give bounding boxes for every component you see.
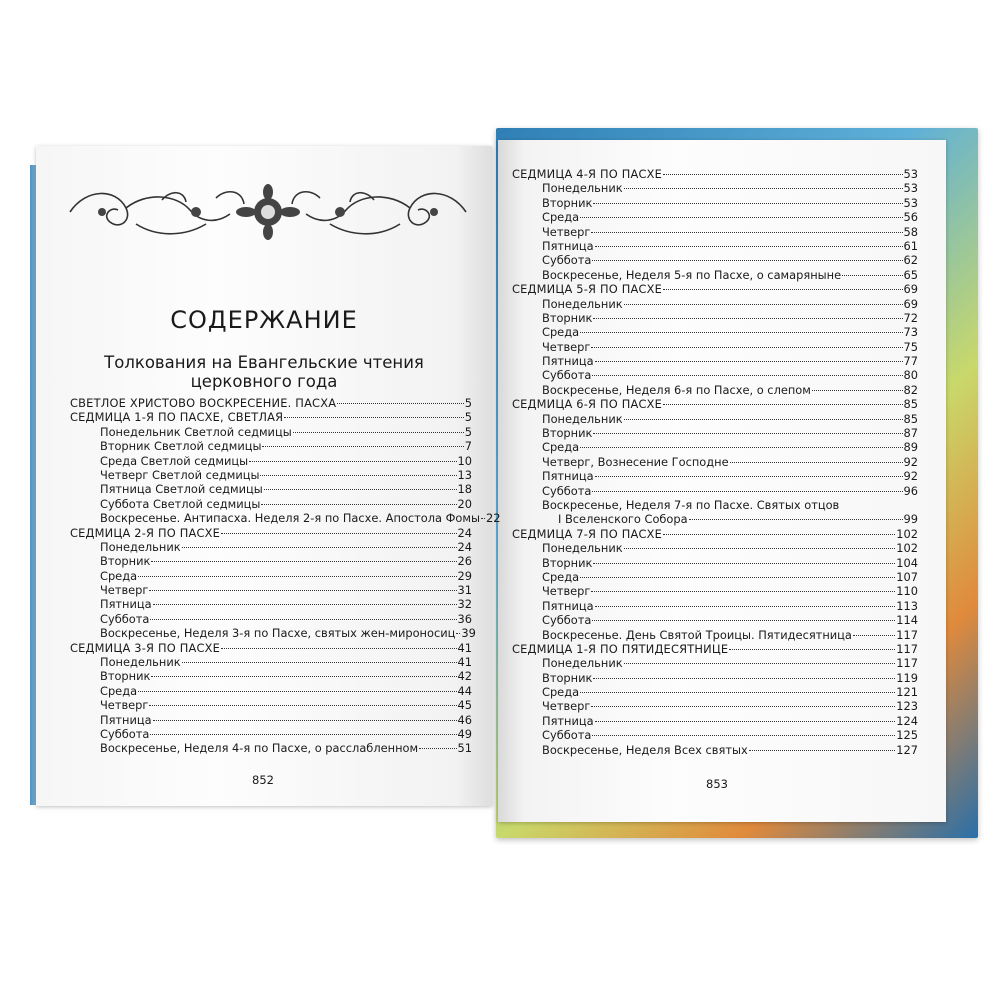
toc-leader-dots <box>262 446 463 447</box>
toc-leader-dots <box>593 563 895 564</box>
toc-leader-dots <box>624 304 903 305</box>
toc-entry-label: Среда <box>542 569 580 584</box>
toc-leader-dots <box>729 649 895 650</box>
toc-entry-row <box>512 743 918 757</box>
toc-entry-label: Среда <box>542 325 580 340</box>
toc-leader-dots <box>595 476 903 477</box>
toc-entry-label: Суббота <box>100 611 150 626</box>
toc-entry-label: Понедельник <box>542 411 623 426</box>
toc-page-number: 5 <box>464 424 472 439</box>
toc-entry-row <box>512 297 918 311</box>
toc-entry-row <box>70 626 476 641</box>
toc-entry-label: Четверг <box>100 698 149 713</box>
toc-leader-dots <box>153 604 457 605</box>
toc-leader-dots <box>481 518 485 519</box>
toc-page-number: 26 <box>457 554 472 569</box>
toc-entry-row <box>512 584 918 598</box>
toc-entry-label: СЕДМИЦА 3-Я ПО ПАСХЕ <box>70 640 221 655</box>
toc-entry-label: Воскресенье, Неделя 7-я по Пасхе. Святых отцов <box>542 497 840 512</box>
toc-section-row <box>512 642 918 656</box>
toc-entry-row <box>70 425 472 439</box>
toc-page-number: 18 <box>457 482 472 497</box>
toc-entry-label: Четверг <box>100 583 149 598</box>
toc-leader-dots <box>580 577 895 578</box>
toc-entry-label: Суббота <box>542 483 592 498</box>
toc-leader-dots <box>261 504 456 505</box>
toc-page-number: 89 <box>903 440 918 455</box>
toc-right <box>512 167 918 757</box>
toc-page-number: 51 <box>457 741 472 756</box>
toc-entry-row <box>512 412 918 426</box>
toc-page-number: 31 <box>457 583 472 598</box>
toc-leader-dots <box>624 419 903 420</box>
toc-page-number: 29 <box>457 568 472 583</box>
toc-entry-row <box>70 583 472 597</box>
toc-leader-dots <box>260 475 456 476</box>
toc-entry-label: Вторник <box>100 554 151 569</box>
toc-page-number: 80 <box>903 368 918 383</box>
toc-leader-dots <box>592 375 902 376</box>
toc-page-number: 113 <box>896 598 918 613</box>
toc-entry-label: Среда <box>100 683 138 698</box>
toc-entry-label: Пятница <box>542 354 594 369</box>
toc-entry-label: Пятница <box>542 238 594 253</box>
toc-entry-row <box>512 268 918 282</box>
toc-entry-row <box>70 554 472 568</box>
toc-entry-row <box>70 713 472 727</box>
toc-entry-row <box>70 684 472 698</box>
toc-entry-row <box>512 354 918 368</box>
toc-leader-dots <box>153 720 457 721</box>
toc-entry-row <box>70 655 472 669</box>
toc-leader-dots <box>592 735 895 736</box>
toc-entry-row <box>512 225 918 239</box>
toc-entry-label: Четверг Светлой седмицы <box>100 467 260 482</box>
toc-entry-row <box>70 727 472 741</box>
toc-page-number: 69 <box>903 296 918 311</box>
toc-leader-dots <box>456 633 460 634</box>
toc-entry-label: Воскресенье, Неделя Всех святых <box>542 742 748 757</box>
toc-entry-label: Суббота <box>542 613 592 628</box>
toc-page-number: 102 <box>896 541 918 556</box>
toc-leader-dots <box>591 591 895 592</box>
toc-page-number: 69 <box>903 282 918 297</box>
toc-entry-row <box>70 497 472 511</box>
toc-entry-label: Пятница <box>542 469 594 484</box>
toc-entry-label: СЕДМИЦА 7-Я ПО ПАСХЕ <box>512 526 663 541</box>
toc-leader-dots <box>149 705 456 706</box>
toc-page-number: 117 <box>896 641 918 656</box>
toc-page-number: 41 <box>457 655 472 670</box>
toc-section-row <box>512 282 918 296</box>
toc-page-number: 75 <box>903 339 918 354</box>
toc-entry-label: Четверг, Вознесение Господне <box>542 454 729 469</box>
toc-section-row <box>70 410 472 424</box>
toc-leader-dots <box>221 648 456 649</box>
page-number-left: 852 <box>252 773 274 787</box>
toc-entry-row <box>512 613 918 627</box>
toc-leader-dots <box>182 547 457 548</box>
toc-page-number: 53 <box>903 181 918 196</box>
toc-entry-label: Понедельник <box>100 539 181 554</box>
toc-entry-label: Среда <box>542 440 580 455</box>
toc-page-number: 65 <box>903 267 918 282</box>
toc-page-number: 92 <box>903 469 918 484</box>
toc-page-number: 39 <box>461 626 476 641</box>
toc-entry-row <box>512 714 918 728</box>
toc-page-number: 10 <box>457 453 472 468</box>
toc-entry-row <box>512 556 918 570</box>
toc-leader-dots <box>593 678 895 679</box>
toc-leader-dots <box>853 635 895 636</box>
toc-leader-dots <box>591 706 895 707</box>
toc-leader-dots <box>730 462 903 463</box>
toc-entry-row <box>70 569 472 583</box>
toc-leader-dots <box>592 260 902 261</box>
toc-leader-dots <box>812 390 903 391</box>
toc-entry-row <box>70 669 472 683</box>
toc-leader-dots <box>593 203 902 204</box>
toc-entry-row <box>70 540 472 554</box>
toc-leader-dots <box>284 417 464 418</box>
toc-page-number: 53 <box>903 195 918 210</box>
toc-entry-row <box>512 469 918 483</box>
toc-entry-label: Воскресенье, Неделя 3-я по Пасхе, святых жен-мироносиц <box>100 626 456 641</box>
toc-entry-label: Воскресенье. Антипасха. Неделя 2-я по Пасхе. Апостола Фомы <box>100 511 480 526</box>
toc-page-number: 62 <box>903 253 918 268</box>
toc-entry-row <box>512 383 918 397</box>
toc-entry-label: СЕДМИЦА 5-Я ПО ПАСХЕ <box>512 282 663 297</box>
toc-entry-row <box>70 468 472 482</box>
toc-page-number: 45 <box>457 698 472 713</box>
toc-page-number: 110 <box>896 584 918 599</box>
toc-leader-dots <box>337 403 464 404</box>
toc-leader-dots <box>592 491 902 492</box>
toc-leader-dots <box>151 561 456 562</box>
toc-entry-label: Воскресенье. День Святой Троицы. Пятидесятница <box>542 627 852 642</box>
toc-entry-label: Понедельник <box>542 181 623 196</box>
toc-leader-dots <box>595 721 896 722</box>
toc-leader-dots <box>595 361 903 362</box>
toc-page-number: 46 <box>457 712 472 727</box>
toc-leader-dots <box>150 734 456 735</box>
toc-page-number: 41 <box>457 640 472 655</box>
toc-entry-label: Воскресенье, Неделя 4-я по Пасхе, о расслабленном <box>100 741 419 756</box>
toc-entry-row <box>512 440 918 454</box>
toc-section-row <box>512 397 918 411</box>
toc-entry-row <box>512 656 918 670</box>
toc-page-number: 102 <box>896 526 918 541</box>
toc-section-row <box>70 641 472 655</box>
toc-entry-label: Вторник <box>542 670 593 685</box>
toc-page-number: 127 <box>896 742 918 757</box>
toc-entry-row <box>512 728 918 742</box>
toc-leader-dots <box>593 433 902 434</box>
toc-page-number: 24 <box>457 525 472 540</box>
toc-entry-label: Четверг <box>542 584 591 599</box>
toc-page-number: 96 <box>903 483 918 498</box>
toc-page-number: 107 <box>896 569 918 584</box>
toc-entry-label: Понедельник <box>542 296 623 311</box>
toc-page-number: 124 <box>896 713 918 728</box>
toc-leader-dots <box>182 662 457 663</box>
toc-page-number: 5 <box>464 410 472 425</box>
toc-leader-dots <box>580 217 902 218</box>
toc-entry-label: Вторник <box>542 555 593 570</box>
toc-page-number: 104 <box>896 555 918 570</box>
toc-leader-dots <box>138 576 456 577</box>
toc-entry-label: Вторник <box>100 669 151 684</box>
toc-page-number: 77 <box>903 354 918 369</box>
toc-entry-label: Воскресенье, Неделя 6-я по Пасхе, о слепом <box>542 382 811 397</box>
contents-subtitle <box>36 353 492 391</box>
toc-leader-dots <box>592 620 895 621</box>
page-number-right: 853 <box>706 777 728 791</box>
toc-page-number: 44 <box>457 683 472 698</box>
toc-entry-label: СЕДМИЦА 1-Я ПО ПАСХЕ, СВЕТЛАЯ <box>70 410 284 425</box>
toc-entry-label: СВЕТЛОЕ ХРИСТОВО ВОСКРЕСЕНИЕ. ПАСХА <box>70 396 337 410</box>
toc-page-number: 87 <box>903 426 918 441</box>
toc-leader-dots <box>593 318 902 319</box>
toc-entry-row <box>512 484 918 498</box>
toc-entry-label: Среда <box>100 568 138 583</box>
ornament-icon <box>66 180 470 244</box>
toc-entry-row <box>512 628 918 642</box>
toc-page-number: 123 <box>896 699 918 714</box>
toc-entry-label: Понедельник <box>542 541 623 556</box>
toc-page-number: 13 <box>457 467 472 482</box>
toc-entry-row <box>70 612 472 626</box>
toc-entry-label: Пятница <box>100 597 152 612</box>
toc-page-number: 72 <box>903 310 918 325</box>
toc-entry-label: Четверг <box>542 699 591 714</box>
toc-left <box>70 396 501 756</box>
toc-entry-row <box>70 698 472 712</box>
toc-entry-row <box>512 181 918 195</box>
toc-entry-row <box>512 426 918 440</box>
toc-entry-row <box>512 455 918 469</box>
toc-entry-label: Понедельник <box>100 655 181 670</box>
toc-page-number: 61 <box>903 238 918 253</box>
toc-entry-row <box>512 570 918 584</box>
toc-section-row <box>70 396 472 410</box>
toc-page-number: 7 <box>464 439 472 454</box>
toc-leader-dots <box>264 489 457 490</box>
toc-entry-label: Пятница Светлой седмицы <box>100 482 263 497</box>
toc-page-number: 42 <box>457 669 472 684</box>
toc-page-number: 85 <box>903 397 918 412</box>
toc-entry-row <box>512 512 918 526</box>
toc-entry-row <box>70 511 501 526</box>
toc-entry-label: Суббота <box>100 726 150 741</box>
toc-entry-row <box>512 671 918 685</box>
toc-leader-dots <box>221 533 456 534</box>
contents-title: СОДЕРЖАНИЕ <box>170 306 358 334</box>
toc-page-number: 114 <box>896 613 918 628</box>
toc-leader-dots <box>749 750 896 751</box>
toc-leader-dots <box>249 461 456 462</box>
toc-page-number: 117 <box>896 627 918 642</box>
toc-entry-row <box>512 685 918 699</box>
toc-entry-row <box>512 210 918 224</box>
toc-entry-row <box>512 311 918 325</box>
toc-leader-dots <box>138 691 456 692</box>
toc-entry-label: Вторник <box>542 426 593 441</box>
toc-page-number: 56 <box>903 210 918 225</box>
toc-page-number: 99 <box>903 512 918 527</box>
toc-page-number: 32 <box>457 597 472 612</box>
toc-page-number: 36 <box>457 611 472 626</box>
toc-entry-label: Воскресенье, Неделя 5-я по Пасхе, о самаряныне <box>542 267 842 282</box>
toc-page-number: 53 <box>903 167 918 181</box>
toc-leader-dots <box>663 174 902 175</box>
toc-section-row <box>512 527 918 541</box>
toc-page-number: 73 <box>903 325 918 340</box>
toc-entry-label: Среда <box>542 210 580 225</box>
toc-leader-dots <box>595 246 903 247</box>
toc-leader-dots <box>591 232 902 233</box>
toc-entry-label: СЕДМИЦА 4-Я ПО ПАСХЕ <box>512 167 663 181</box>
toc-leader-dots <box>595 606 896 607</box>
toc-leader-dots <box>689 519 903 520</box>
toc-entry-row <box>512 253 918 267</box>
toc-page-number: 22 <box>485 511 501 526</box>
toc-entry-row <box>70 454 472 468</box>
toc-leader-dots <box>624 548 896 549</box>
toc-entry-label: Суббота Светлой седмицы <box>100 496 261 511</box>
toc-page-number: 24 <box>457 539 472 554</box>
toc-entry-label: Четверг <box>542 339 591 354</box>
toc-page-number: 125 <box>896 728 918 743</box>
toc-page-number: 119 <box>896 670 918 685</box>
toc-page-number: 92 <box>903 454 918 469</box>
toc-leader-dots <box>151 676 456 677</box>
toc-leader-dots <box>663 534 895 535</box>
toc-leader-dots <box>149 590 456 591</box>
toc-entry-label: I Вселенского Собора <box>558 512 688 527</box>
toc-entry-row <box>512 368 918 382</box>
toc-page-number: 58 <box>903 224 918 239</box>
toc-entry-row <box>512 340 918 354</box>
toc-page-number: 82 <box>903 382 918 397</box>
toc-entry-label: Пятница <box>542 713 594 728</box>
toc-entry-label: Вторник <box>542 310 593 325</box>
toc-leader-dots <box>591 347 902 348</box>
toc-leader-dots <box>150 619 456 620</box>
toc-entry-row <box>512 325 918 339</box>
toc-entry-row <box>512 196 918 210</box>
toc-leader-dots <box>624 188 903 189</box>
toc-entry-label: Суббота <box>542 728 592 743</box>
toc-leader-dots <box>842 275 902 276</box>
toc-entry-label: Понедельник Светлой седмицы <box>100 424 292 439</box>
toc-entry-row <box>512 699 918 713</box>
toc-page-number: 20 <box>457 496 472 511</box>
toc-leader-dots <box>580 332 902 333</box>
toc-leader-dots <box>624 663 896 664</box>
toc-entry-label: Суббота <box>542 253 592 268</box>
toc-entry-row <box>70 482 472 496</box>
toc-entry-label: Пятница <box>542 598 594 613</box>
toc-leader-dots <box>293 432 464 433</box>
toc-entry-label: Вторник Светлой седмицы <box>100 439 262 454</box>
toc-section-row <box>512 167 918 181</box>
toc-entry-label: Суббота <box>542 368 592 383</box>
toc-leader-dots <box>419 748 456 749</box>
subtitle-line-1: Толкования на Евангельские чтения <box>104 353 424 372</box>
toc-leader-dots <box>580 447 902 448</box>
toc-entry-label: СЕДМИЦА 2-Я ПО ПАСХЕ <box>70 525 221 540</box>
toc-page-number: 85 <box>903 411 918 426</box>
toc-entry-row <box>512 239 918 253</box>
toc-entry-row <box>70 741 472 755</box>
toc-leader-dots <box>663 404 902 405</box>
toc-entry-label: Среда Светлой седмицы <box>100 453 249 468</box>
toc-entry-label: Понедельник <box>542 656 623 671</box>
toc-entry-label: Пятница <box>100 712 152 727</box>
toc-page-number: 5 <box>464 396 472 410</box>
toc-entry-row <box>512 541 918 555</box>
toc-entry-row <box>512 599 918 613</box>
toc-entry-label: Среда <box>542 685 580 700</box>
toc-page-number: 49 <box>457 726 472 741</box>
toc-entry-row <box>70 439 472 453</box>
subtitle-line-2: церковного года <box>190 372 338 391</box>
toc-entry-label: Вторник <box>542 195 593 210</box>
toc-leader-dots <box>580 692 895 693</box>
toc-entry-label: Четверг <box>542 224 591 239</box>
toc-page-number: 117 <box>896 656 918 671</box>
toc-entry-row <box>70 597 472 611</box>
toc-entry-row <box>512 498 918 512</box>
toc-entry-label: СЕДМИЦА 1-Я ПО ПЯТИДЕСЯТНИЦЕ <box>512 641 729 656</box>
toc-page-number: 121 <box>896 685 918 700</box>
toc-section-row <box>70 526 472 540</box>
toc-entry-label: СЕДМИЦА 6-Я ПО ПАСХЕ <box>512 397 663 412</box>
toc-leader-dots <box>663 289 902 290</box>
